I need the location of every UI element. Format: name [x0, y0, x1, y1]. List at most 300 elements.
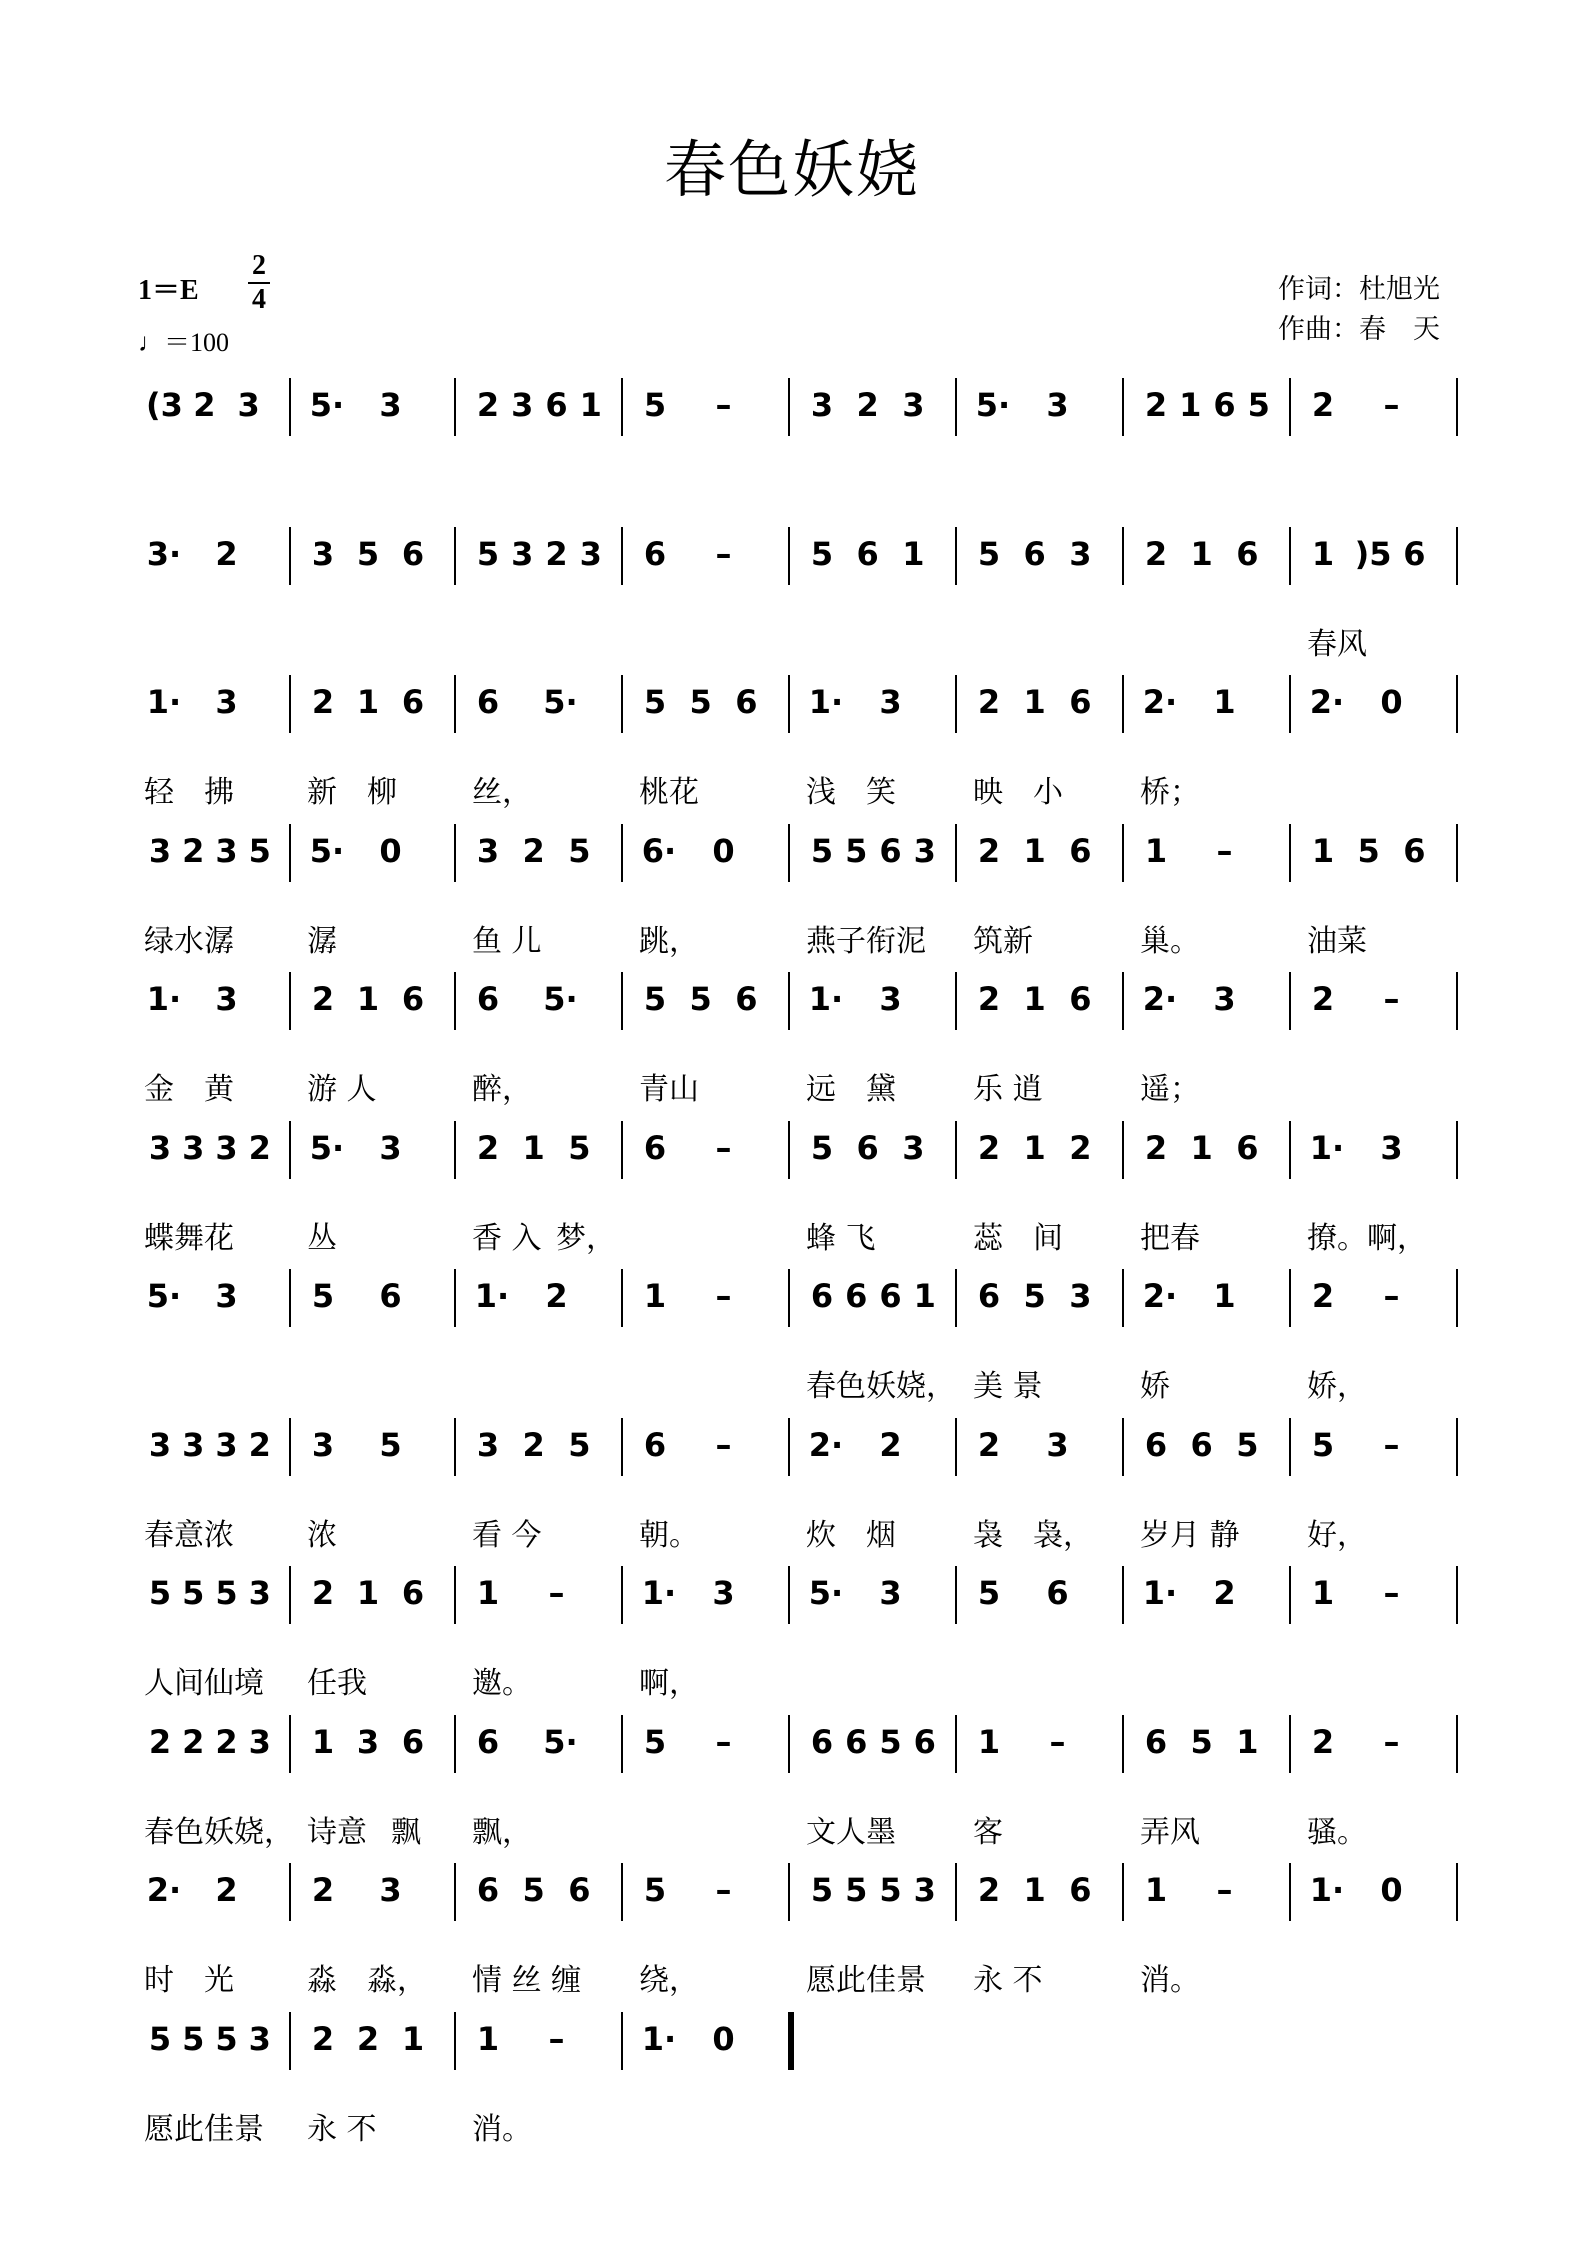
lyric: 蕊 间 [973, 1220, 1063, 1256]
barline [1122, 1121, 1124, 1179]
note: 6 [476, 1722, 500, 1761]
note: 3 [1046, 1425, 1069, 1464]
barline [1289, 972, 1291, 1030]
note: 3 [182, 1425, 205, 1464]
lyric: 丛 [307, 1220, 337, 1256]
lyric: 弄风 [1140, 1814, 1200, 1850]
barline [1289, 1566, 1291, 1624]
lyric: 人间仙境 [144, 1666, 264, 1701]
note: 3 [248, 2019, 271, 2058]
note: 6 [845, 1277, 868, 1315]
barline [1122, 1566, 1124, 1624]
note: 2 [248, 1128, 271, 1167]
barline [289, 2012, 291, 2070]
note: 5 [810, 1871, 834, 1909]
lyric: 美 景 [973, 1369, 1043, 1404]
barline [454, 824, 456, 882]
note: 6 [879, 831, 902, 870]
note: 1 [1179, 386, 1202, 424]
note: – [1383, 1277, 1400, 1315]
note: 6· [641, 831, 677, 870]
lyric: 客 [973, 1814, 1003, 1850]
lyric: 诗意 [307, 1814, 367, 1850]
score-system [130, 378, 1470, 528]
lyric: 时 光 [144, 1963, 234, 1998]
note: 2 [977, 683, 1001, 721]
barline [454, 2012, 456, 2070]
note: 5 [643, 1871, 667, 1909]
note: 6 [401, 683, 425, 721]
note: 5 [879, 1722, 902, 1761]
barline [1122, 972, 1124, 1030]
note: – [715, 1722, 732, 1761]
note: 5 [643, 683, 667, 721]
barline [621, 378, 623, 436]
note: 2 [1144, 534, 1168, 573]
barline [1122, 1863, 1124, 1921]
time-sig-bottom: 4 [252, 284, 266, 315]
note: 3 [215, 1425, 238, 1464]
lyric: 丝， [472, 775, 532, 810]
barline [289, 675, 291, 733]
note: – [1383, 386, 1400, 424]
note: 5 [845, 1871, 868, 1909]
note: 1 [401, 2019, 425, 2058]
lyric: 愿此佳景 [144, 2111, 264, 2147]
score-system [130, 1418, 1470, 1568]
note: 3 [712, 1574, 735, 1612]
barline [1289, 1269, 1291, 1327]
note: 1 [913, 1277, 936, 1315]
note: 1 [311, 1722, 335, 1761]
note: 6 [977, 1277, 1001, 1315]
note: 5 [148, 2019, 172, 2058]
barline [621, 824, 623, 882]
barline [621, 1418, 623, 1476]
lyric: 春风 [1307, 626, 1367, 662]
note: – [715, 1128, 732, 1167]
note: 2· [808, 1425, 844, 1464]
note: 6 [401, 1722, 425, 1761]
lyric: 好， [1307, 1517, 1367, 1553]
lyric: 邀。 [472, 1666, 532, 1701]
lyric: 春色妖娆， [144, 1814, 294, 1850]
note: 5 [182, 1574, 205, 1612]
note: 6 [810, 1722, 834, 1761]
barline [1456, 675, 1458, 733]
barline [1122, 675, 1124, 733]
lyric: 梦， [556, 1220, 616, 1256]
score-system [130, 1715, 1470, 1865]
note: 1· [1309, 1871, 1345, 1909]
lyric: 桃花 [639, 775, 699, 810]
note: 6 [643, 1128, 667, 1167]
barline [454, 675, 456, 733]
note: 2 [545, 534, 568, 573]
lyric: 撩。啊， [1307, 1220, 1427, 1256]
lyric: 娇 [1140, 1369, 1170, 1404]
barline [289, 1121, 291, 1179]
lyric: 炊 烟 [806, 1517, 896, 1553]
note: 1 [522, 1128, 545, 1167]
note: 3 [902, 1128, 925, 1167]
note: – [715, 1871, 732, 1909]
note: 3 [879, 1574, 902, 1612]
time-signature [248, 252, 270, 314]
note: 5 [643, 386, 667, 424]
lyric: 娇， [1307, 1369, 1367, 1404]
lyric: 春意浓 [144, 1517, 234, 1553]
note: – [1383, 1574, 1400, 1612]
note: 0 [712, 2019, 735, 2058]
barline [621, 1269, 623, 1327]
note: 6 [1069, 831, 1092, 870]
note: 5 [689, 683, 712, 721]
barline [1289, 378, 1291, 436]
note: 5 [845, 831, 868, 870]
note: 6 [810, 1277, 834, 1315]
lyric: 远 黛 [806, 1072, 896, 1107]
note: 6 [1236, 1128, 1259, 1167]
barline [454, 1121, 456, 1179]
note: 5 [977, 1574, 1001, 1612]
barline [454, 1418, 456, 1476]
note: 6 [856, 534, 879, 573]
note: 3 [913, 1871, 936, 1909]
note: 2 [311, 2019, 335, 2058]
note: 5 [379, 1425, 402, 1464]
lyric: 永 不 [307, 2111, 377, 2147]
lyric: 任我 [307, 1666, 367, 1701]
note: 5 [810, 831, 834, 870]
barline [788, 824, 790, 882]
note: 3 [879, 683, 902, 721]
barline [788, 1121, 790, 1179]
score-system [130, 675, 1470, 825]
barline [289, 824, 291, 882]
barline [955, 527, 957, 585]
note: 3 [810, 386, 834, 424]
note: 6 [1403, 831, 1426, 870]
lyric: 青山 [639, 1072, 699, 1107]
note: 2 [476, 386, 500, 424]
barline [955, 378, 957, 436]
barline [1456, 1715, 1458, 1773]
note: 2 [1069, 1128, 1092, 1167]
note: 5· [543, 1722, 578, 1761]
lyric: 消。 [1140, 1963, 1200, 1998]
note: 5 [643, 980, 667, 1018]
barline [1456, 1269, 1458, 1327]
score-system [130, 2012, 1470, 2162]
note: 2 [1213, 1574, 1236, 1612]
note: 2· [1309, 683, 1345, 721]
note: 1 [1213, 1277, 1236, 1315]
note: 5 [810, 534, 834, 573]
note: 0 [712, 831, 735, 870]
note: 3 [148, 1128, 172, 1167]
note: 2· [146, 1871, 182, 1909]
note: 2· [1142, 683, 1178, 721]
note: 6 [568, 1871, 591, 1909]
barline [955, 1269, 957, 1327]
note: 6 [476, 1871, 500, 1909]
note: 3 [579, 534, 602, 573]
barline [454, 1269, 456, 1327]
barline [621, 1715, 623, 1773]
note: 3 [476, 831, 500, 870]
barline [289, 1715, 291, 1773]
note: 1 [1311, 831, 1335, 870]
note: 1· [641, 1574, 677, 1612]
note: 3 [913, 831, 936, 870]
lyric: 浅 笑 [806, 775, 896, 810]
barline [454, 1715, 456, 1773]
note: 5 [522, 1871, 545, 1909]
note: 3 [379, 1871, 402, 1909]
note: 1· [146, 980, 182, 1018]
barline [1122, 1269, 1124, 1327]
note: 3 [148, 831, 172, 870]
note: 5· [975, 386, 1011, 424]
lyric: 香 入 [472, 1220, 542, 1256]
lyric: 飘 [391, 1814, 421, 1850]
barline [621, 527, 623, 585]
barline [788, 1715, 790, 1773]
note: 3 [1069, 1277, 1092, 1315]
note: 2 [1311, 980, 1335, 1018]
barline [788, 675, 790, 733]
score-system [130, 1566, 1470, 1716]
barline [289, 378, 291, 436]
note: 5· [543, 980, 578, 1018]
note: – [548, 1574, 565, 1612]
note: 6 [1069, 683, 1092, 721]
note: 1 [476, 2019, 500, 2058]
note: 1 [1023, 1871, 1046, 1909]
note: 3 [1213, 980, 1236, 1018]
note: 5· [543, 683, 578, 721]
note: 3 [879, 980, 902, 1018]
note: 2 [977, 1425, 1001, 1464]
barline [1456, 1418, 1458, 1476]
lyric: 情 丝 缠 [472, 1963, 582, 1998]
note: 5 [311, 1277, 335, 1315]
note: 1 [1144, 1871, 1168, 1909]
lyric: 永 不 [973, 1963, 1043, 1998]
note: 1 [356, 683, 380, 721]
note: 2 [248, 1425, 271, 1464]
barline [454, 972, 456, 1030]
lyric: 遥； [1140, 1072, 1200, 1107]
note: 2 [311, 1574, 335, 1612]
barline [289, 1418, 291, 1476]
note: 1 [356, 980, 380, 1018]
note: 5 [568, 831, 591, 870]
barline [1289, 824, 1291, 882]
lyric: 新 柳 [307, 775, 397, 810]
note: 2· [1142, 980, 1178, 1018]
score-system [130, 1269, 1470, 1419]
lyric: 骚。 [1307, 1814, 1367, 1850]
note: 3 [182, 1128, 205, 1167]
note: 1 [1023, 683, 1046, 721]
note: 2 [856, 386, 879, 424]
lyric: 把春 [1140, 1220, 1200, 1256]
note: 3 [215, 1277, 238, 1315]
barline [1289, 1418, 1291, 1476]
note: 1 [1311, 1574, 1335, 1612]
note: 2 [311, 1871, 335, 1909]
barline [955, 1121, 957, 1179]
note: 6 [643, 1425, 667, 1464]
lyric: 袅 袅， [973, 1517, 1093, 1553]
lyricist: 作词：杜旭光 [1278, 274, 1440, 305]
lyric: 金 黄 [144, 1072, 234, 1107]
note: 3 [215, 831, 238, 870]
barline [621, 972, 623, 1030]
barline [1456, 1121, 1458, 1179]
note: 0 [379, 831, 402, 870]
barline [788, 1269, 790, 1327]
note: 5 [248, 831, 271, 870]
note: 6 [735, 683, 758, 721]
barline [955, 824, 957, 882]
note: 5· [146, 1277, 182, 1315]
lyric: 啊， [639, 1666, 699, 1701]
note: 5 [1311, 1425, 1335, 1464]
note: – [715, 1277, 732, 1315]
note: 6 [1069, 980, 1092, 1018]
note: 6 [845, 1722, 868, 1761]
note: 6 [1023, 534, 1046, 573]
note: 5 [568, 1128, 591, 1167]
note: – [1383, 1722, 1400, 1761]
note: 2 [977, 980, 1001, 1018]
note: 5 [356, 534, 380, 573]
note: 0 [1380, 683, 1403, 721]
barline [1122, 527, 1124, 585]
note: 5 [1190, 1722, 1213, 1761]
note: 2 [182, 1722, 205, 1761]
note: 2 [879, 1425, 902, 1464]
note: – [715, 534, 732, 573]
barline [454, 527, 456, 585]
note: 1 [356, 1574, 380, 1612]
note: 2 [311, 980, 335, 1018]
lyric: 飘， [472, 1814, 532, 1850]
note: 5 [182, 2019, 205, 2058]
barline [1122, 378, 1124, 436]
lyric: 愿此佳景 [806, 1963, 926, 1998]
barline [621, 675, 623, 733]
note: 5· [808, 1574, 844, 1612]
note: 3 [215, 683, 238, 721]
note: 3 [215, 980, 238, 1018]
note: 3 [1069, 534, 1092, 573]
barline [621, 1566, 623, 1624]
note: – [715, 1425, 732, 1464]
lyric: 蝶舞花 [144, 1220, 234, 1256]
score-system [130, 527, 1470, 677]
note: 5 [215, 1574, 238, 1612]
note: 3 [902, 386, 925, 424]
note: 3 [248, 1722, 271, 1761]
note: 5 [689, 980, 712, 1018]
barline [955, 1863, 957, 1921]
note: 1· [641, 2019, 677, 2058]
barline [955, 675, 957, 733]
note: 3 [379, 386, 402, 424]
note: 2 [1311, 386, 1335, 424]
note: 6 [1046, 1574, 1069, 1612]
lyric: 岁月 静 [1140, 1517, 1240, 1553]
lyric: 淼 淼， [307, 1963, 427, 1998]
note: 2 [522, 1425, 545, 1464]
note: 6 [643, 534, 667, 573]
note: 1· [474, 1277, 510, 1315]
note: 2 [1311, 1722, 1335, 1761]
note: – [1049, 1722, 1066, 1761]
note: – [1216, 1871, 1233, 1909]
barline [1122, 824, 1124, 882]
note: 2 [148, 1722, 172, 1761]
note: 5 [148, 1574, 172, 1612]
note: 5 [1247, 386, 1270, 424]
note: 5· [309, 1128, 345, 1167]
note: 2 [545, 1277, 568, 1315]
barline [1122, 1715, 1124, 1773]
lyric: 轻 拂 [144, 775, 234, 810]
note: 2 [356, 2019, 380, 2058]
note: 2 [977, 1128, 1001, 1167]
note: 6 [856, 1128, 879, 1167]
barline [454, 378, 456, 436]
note: 1 [1023, 1128, 1046, 1167]
lyric: 文人墨 [806, 1814, 896, 1850]
note: 1 [977, 1722, 1001, 1761]
note: 1 [1236, 1722, 1259, 1761]
note: 2 [193, 386, 216, 424]
note: 2 [1144, 386, 1168, 424]
lyric: 油菜 [1307, 923, 1367, 959]
note: 6 [476, 683, 500, 721]
note: 2 [311, 683, 335, 721]
lyric: 绿水潺 [144, 923, 234, 959]
barline [788, 1566, 790, 1624]
note: 2 [977, 1871, 1001, 1909]
barline [1122, 1418, 1124, 1476]
note: 5 [977, 534, 1001, 573]
note: 3 [311, 534, 335, 573]
note: 6 [879, 1277, 902, 1315]
lyric: 巢。 [1140, 923, 1200, 959]
barline [621, 1863, 623, 1921]
barline [1456, 527, 1458, 585]
barline [788, 527, 790, 585]
barline [1456, 1863, 1458, 1921]
barline [289, 1863, 291, 1921]
note: 2 [215, 1871, 238, 1909]
note: 6 [1144, 1425, 1168, 1464]
note: 6 [1403, 534, 1426, 573]
note: 6 [1236, 534, 1259, 573]
note: 6 [545, 386, 568, 424]
key-label: 1＝E [138, 275, 199, 306]
note: )5 [1354, 534, 1392, 573]
lyric: 游 人 [307, 1072, 377, 1107]
note: 2 [977, 831, 1001, 870]
